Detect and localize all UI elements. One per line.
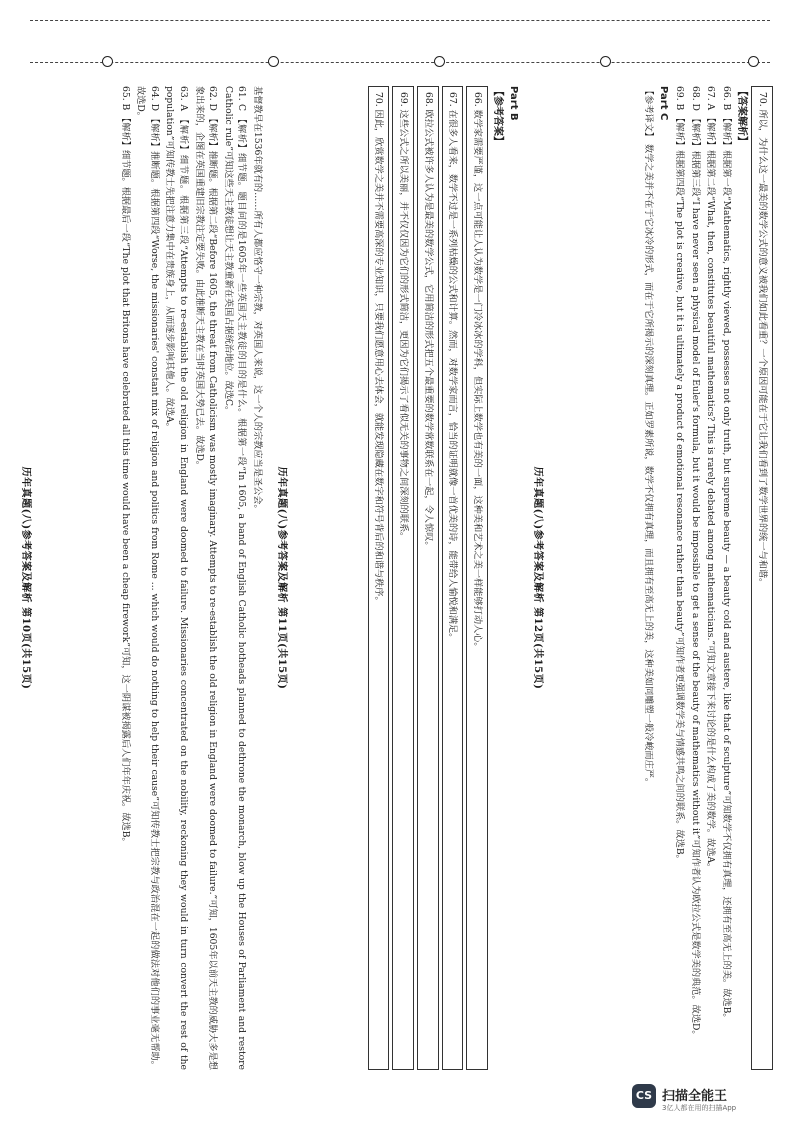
binding-margin [0,0,800,70]
answer-box: 70. 因此，欣赏数学之美并不需要高深的专业知识，只要我们愿意用心去体会，就能发现隐藏在数字和符号背后的和谐与秩序。 [368,86,390,1070]
paragraph: 66. B 【解析】根据第一段“Mathematics, rightly viewed, possesses not only truth, but supreme beauty — a beauty cold and austere, like that of sculpture”可知数学不仅拥有真理，还拥有至高无上的美。故选B。 [720,86,732,1023]
answer-box: 68. 欧拉公式被许多人认为是最美的数学公式，它用简洁的形式把五个最重要的数学常数联系在一起，令人惊叹。 [417,86,439,1070]
paragraph: 61. C 【解析】细节题。题目问的是1605年一些英国天主教徒的目的是什么。根据第一段“In 1605, a band of English Catholic hotheads planned to dethrone the monarch, blow up the Houses of Parliament and restore Catholic rule”可知这些天主教徒想让天主教重新在英国占据统治地位。故选C。 [222,86,248,1070]
cut-line-top [30,20,770,21]
paragraph: 基督教早在1536年就有的……所有人都应恪守一种宗教，对英国人来说，这一个人的宗教应当是圣公会。 [252,86,263,514]
section-heading: 【答案解析】 [736,86,748,146]
watermark-tagline: 3亿人都在用的扫描App [662,1104,737,1112]
answer-box: 69. 这些公式之所以美丽，并不仅仅因为它们的形式简洁，更因为它们揭示了看似无关的事物之间深刻的联系。 [392,86,414,1070]
binding-hole [102,56,113,67]
page-footer: 历年真题(八)参考答案及解析 第11页(共15页) [276,466,287,690]
paragraph: 68. D 【解析】根据第三段“I have never seen a physical model of Euler's formula, but it would be impossible to get a sense of the beauty of mathematics without it”可知作者认为欧拉公式是数学美的典范。故选D。 [689,86,701,1040]
paragraph: 69. B 【解析】根据第四段“The plot is creative, but it is ultimately a product of emotional resonance rather than beauty”可知作者更强调数学美与情感共鸣之间的联系。故选B。 [674,86,686,864]
watermark-name: 扫描全能王 [662,1089,728,1104]
paragraph: 62. D 【解析】推断题。根据第二段“Before 1605, the threat from Catholicism was mostly imaginary. Attempts to re-establish the old religion in England were doomed to failure.”可知，1605年以前天主教的威胁大多是想象出来的，企图在英国重建旧宗教注定要失败。由此推断天主教在当时英国大势已去。故选D。 [193,86,219,1070]
answer-page-10 [20,78,268,1078]
page-footer: 历年真题(八)参考答案及解析 第12页(共15页) [532,466,543,690]
section-heading: 【参考答案】 [492,86,504,146]
paragraph: 67. A 【解析】根据第二段“What, then, constitutes beautiful mathematics? This is rarely debated among mathematicians.”可知文章接下来讨论的是什么构成了美的数学。故选A。 [705,86,717,873]
paragraph: 65. B 【解析】细节题。根据最后一段“The plot that Britons have celebrated all this time would have been a cheap firework”可知，这一阴谋被揭露后人们年年庆祝。故选B。 [119,86,131,847]
page-footer: 历年真题(八)参考答案及解析 第10页(共15页) [20,466,31,690]
binding-hole [434,56,445,67]
paragraph: 63. A 【解析】细节题。根据第三段“Attempts to re-establish the old religion in England were doomed to failure. Missionaries concentrated on the nobility, reckoning they would in turn convert the rest of the population”可知传教士先把注意力集中在贵族身上，从而逐步影响其他人。故选A。 [164,86,190,1070]
section-heading: Part B [508,86,519,121]
binding-hole [748,56,759,67]
paragraph: 64. D 【解析】推断题。根据第四段“Worse, the missionaries' constant mix of religion and politics from Rome ... which would do nothing to help their cause”可知传教士把宗教与政治混在一起的做法对他们的事业毫无帮助。故选D。 [135,86,160,1070]
scanner-watermark [632,1084,782,1114]
answer-box: 66. 数学家需要严谨，这一点可能让人认为数学是一门冷冰冰的学科，但实际上数学也有美的一面，这种美和艺术之美一样能够打动人心。 [466,86,488,1070]
answer-box: 67. 在很多人看来，数学不过是一系列枯燥的公式和计算。然而，对数学家而言，恰当的证明就像一首优美的诗，能带给人愉悦和满足。 [442,86,464,1070]
answer-page-11 [276,78,524,1078]
binding-hole [268,56,279,67]
answer-box: 70. 所以，为什么这一最美的数学公式的意义被我们如此看重？一个原因可能在于它让我们看到了数学世界的统一与和谐。 [751,86,773,1070]
paragraph: 【参考译文】 数学之美并不在于它冰冷的形式，而在于它所揭示的深刻真理。正如罗素所说，数学不仅拥有真理，而且拥有至高无上的美，这种美如同雕塑一般冷峻而庄严。 [642,86,654,788]
camscanner-logo-icon: CS [632,1084,656,1108]
cut-line-bottom [30,62,770,63]
answer-page-12 [532,78,780,1078]
binding-hole [600,56,611,67]
section-heading: Part C [658,86,670,121]
